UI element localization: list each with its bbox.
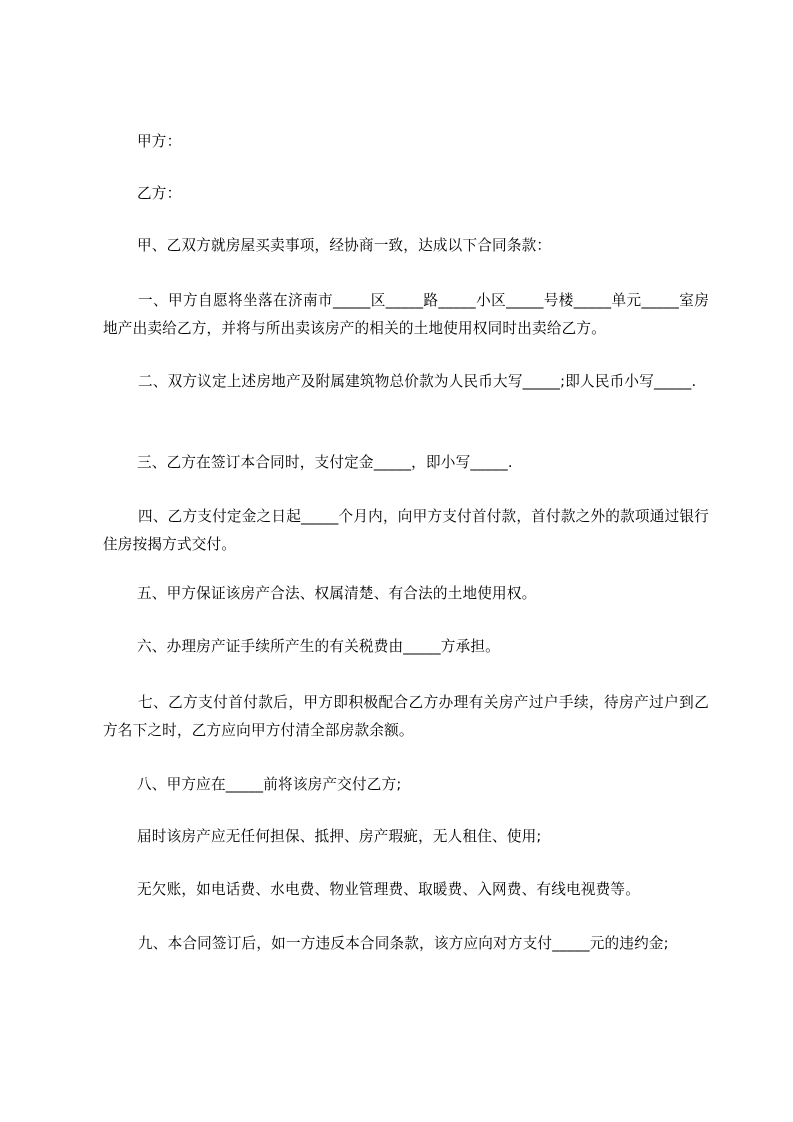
party-a-line: 甲方：	[137, 133, 182, 150]
contract-preamble: 甲、乙双方就房屋买卖事项，经协商一致，达成以下合同条款：	[137, 237, 552, 254]
clause-9: 九、本合同签订后，如一方违反本合同条款，该方应向对方支付_____元的违约金;	[138, 935, 669, 952]
clause-1: 一、甲方自愿将坐落在济南市_____区_____路_____小区_____号楼_____单元_____室房地产出卖给乙方，并将与所出卖该房产的相关的土地使用权同时出卖给乙方。	[103, 292, 709, 337]
clause-8-condition: 届时该房产应无任何担保、抵押、房产瑕疵，无人租住、使用;	[137, 828, 542, 845]
clause-8-no-debts: 无欠账，如电话费、水电费、物业管理费、取暖费、入网费、有线电视费等。	[137, 881, 640, 898]
clause-2: 二、双方议定上述房地产及附属建筑物总价款为人民币大写_____;即人民币小写_____.	[138, 373, 697, 390]
party-b-line: 乙方：	[137, 185, 182, 202]
clause-5: 五、甲方保证该房产合法、权属清楚、有合法的土地使用权。	[137, 585, 537, 602]
clause-8: 八、甲方应在_____前将该房产交付乙方;	[137, 776, 402, 793]
clause-4: 四、乙方支付定金之日起_____个月内，向甲方支付首付款，首付款之外的款项通过银行住房按揭方式交付。	[103, 508, 710, 553]
clause-7: 七、乙方支付首付款后，甲方即积极配合乙方办理有关房产过户手续，待房产过户到乙方名下之时，乙方应向甲方付清全部房款余额。	[103, 694, 709, 739]
clause-3: 三、乙方在签订本合同时，支付定金_____，即小写_____.	[137, 454, 513, 471]
clause-6: 六、办理房产证手续所产生的有关税费由_____方承担。	[137, 638, 500, 655]
